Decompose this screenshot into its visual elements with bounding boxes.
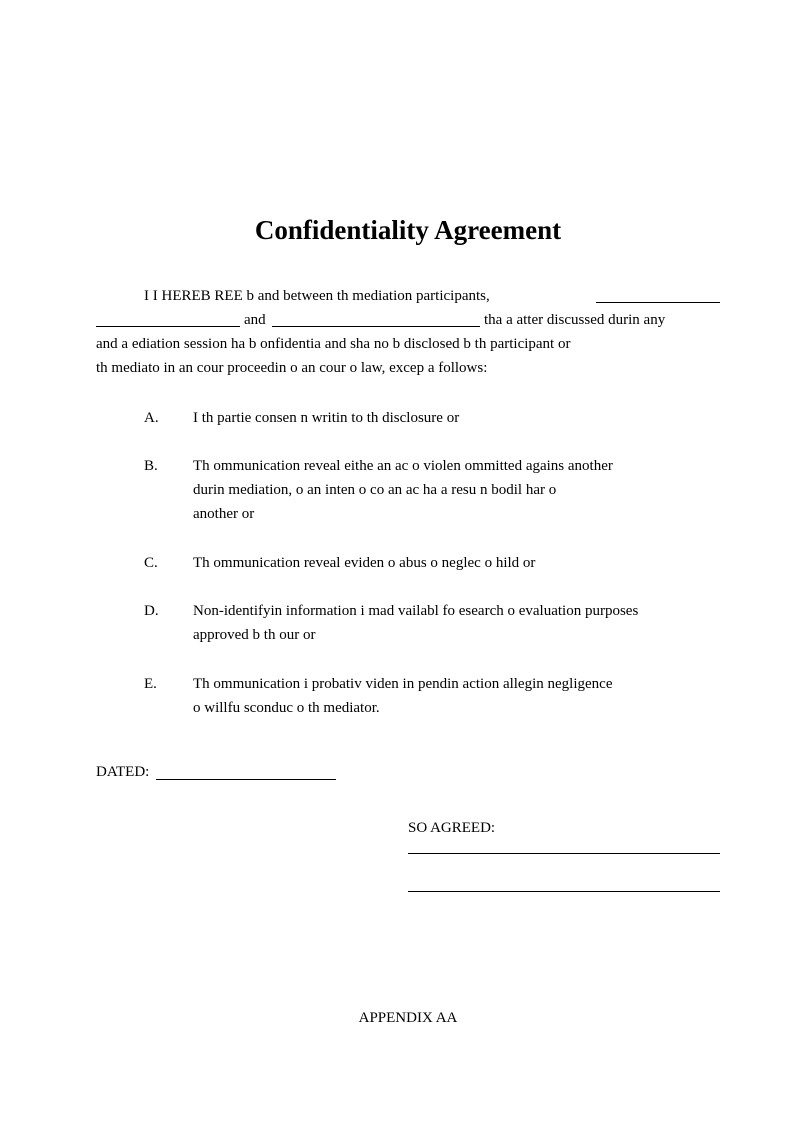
item-letter: B. [144,458,158,474]
intro-and-label: and [244,312,266,328]
signature-line-2[interactable] [408,891,720,892]
item-line: durin mediation, o an inten o co an ac ha a resu n bodil har o [193,482,557,498]
item-letter: E. [144,676,157,692]
item-line: I th partie consen n writin to th disclosure or [193,410,460,426]
so-agreed-label: SO AGREED: [408,820,496,836]
intro-text-3: and a ediation session ha b onfidentia and sha no b disclosed b th participant or [96,336,571,352]
item-text [193,672,720,720]
page-title: Confidentiality Agreement [254,215,562,245]
exception-item-b [144,454,720,526]
dated-signature-line[interactable] [156,779,336,780]
item-line: Th ommunication reveal eithe an ac o violen ommitted agains another [193,458,613,474]
exception-item-c [144,551,720,575]
exception-item-d [144,599,720,647]
intro-text-1: I I HEREB REE b and between th mediation participants, [144,288,490,304]
item-line: another or [193,506,255,522]
dated-label: DATED: [96,764,150,780]
item-text [193,551,720,575]
item-line: Th ommunication reveal eviden o abus o neglec o hild or [193,555,536,571]
appendix-footer: APPENDIX AA [358,1010,458,1026]
item-text [193,599,720,647]
item-line: Non-identifyin information i mad vailabl fo esearch o evaluation purposes [193,603,639,619]
item-line: approved b th our or [193,627,316,643]
item-letter: D. [144,603,159,619]
item-line: o willfu sconduc o th mediator. [193,700,380,716]
item-text [193,454,720,526]
item-line: Th ommunication i probativ viden in pendin action allegin negligence [193,676,613,692]
participant-blank-1[interactable] [596,288,720,303]
intro-text-2: tha a atter discussed durin any [484,312,666,328]
item-letter: C. [144,555,158,571]
exception-item-a [144,406,720,430]
intro-text-4: th mediato in an cour proceedin o an cour o law, excep a follows: [96,360,488,376]
signature-line-1[interactable] [408,853,720,854]
item-text [193,406,720,430]
exception-item-e [144,672,720,720]
intro-line-1 [144,286,490,306]
participant-blank-2[interactable] [96,312,240,327]
participant-blank-3[interactable] [272,312,480,327]
item-letter: A. [144,410,159,426]
